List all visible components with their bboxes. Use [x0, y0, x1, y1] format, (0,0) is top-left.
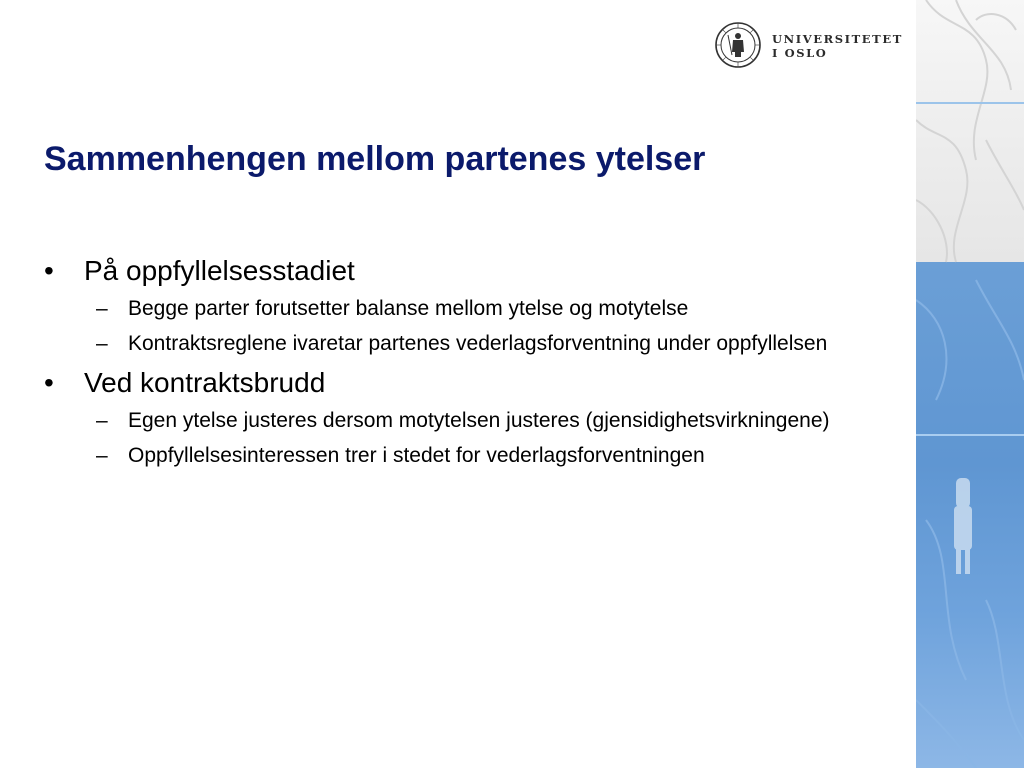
- university-seal-icon: [714, 21, 762, 69]
- university-name: [772, 32, 903, 60]
- dash-marker: –: [96, 297, 108, 320]
- sub-bullet-text: Begge parter forutsetter balanse mellom ytelse og motytelse: [128, 297, 689, 320]
- university-logo: [714, 21, 904, 71]
- dash-marker: –: [96, 332, 108, 355]
- slide-title: Sammenhengen mellom partenes ytelser: [44, 140, 706, 178]
- sub-bullet-item: [44, 295, 864, 323]
- bullet-text: På oppfyllelsesstadiet: [84, 255, 355, 286]
- bullet-marker: •: [44, 367, 54, 398]
- university-name-line1: UNIVERSITETET: [772, 32, 903, 46]
- decorative-side-strip: [916, 0, 1024, 768]
- bullet-item: [44, 254, 864, 288]
- dash-marker: –: [96, 444, 108, 467]
- bullet-item: [44, 366, 864, 400]
- university-name-line2: I OSLO: [772, 46, 828, 60]
- sub-bullet-text: Egen ytelse justeres dersom motytelsen justeres (gjensidighetsvirkningene): [128, 409, 830, 432]
- bullet-marker: •: [44, 255, 54, 286]
- dash-marker: –: [96, 409, 108, 432]
- sub-bullet-text: Kontraktsreglene ivaretar partenes vederlagsforventning under oppfyllelsen: [128, 332, 828, 355]
- sub-bullet-text: Oppfyllelsesinteressen trer i stedet for vederlagsforventningen: [128, 444, 705, 467]
- sub-bullet-item: [44, 442, 864, 470]
- sub-bullet-item: [44, 330, 864, 358]
- side-strip-pattern: [916, 0, 1024, 768]
- sub-bullet-item: [44, 407, 864, 435]
- slide-content: [44, 254, 864, 470]
- bullet-text: Ved kontraktsbrudd: [84, 367, 326, 398]
